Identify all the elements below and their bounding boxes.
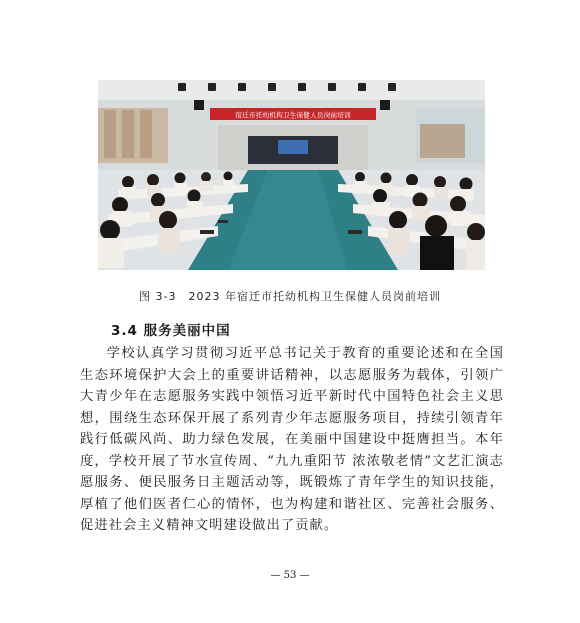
figure-caption: 图 3-3 2023 年宿迁市托幼机构卫生保健人员岗前培训 [139, 290, 441, 303]
section-heading: 3.4 服务美丽中国 [111, 323, 231, 339]
training-photo-illustration [98, 80, 485, 270]
banner-text: 宿迁市托幼机构卫生保健人员岗前培训 [235, 111, 351, 120]
page-number: — 53 — [270, 570, 310, 581]
section-paragraph: 学校认真学习贯彻习近平总书记关于教育的重要论述和在全国生态环境保护大会上的重要讲话精神，以志愿服务为载体，引领广大青少年在志愿服务实践中领悟习近平新时代中国特色社会主义思想，围绕生态环保开展了系列青少年志愿服务项目，持续引领青年践行低碳风尚、助力绿色发展，在美丽中国建设中挺膺担当。本年度，学校开展了节水宣传周、“九九重阳节 浓浓敬老情”文艺汇演志愿服务、便民服务日主题活动等，既锻炼了青年学生的知识技能，厚植了他们医者仁心的情怀，也为构建和谐社区、完善社会服务、促进社会主义精神文明建设做出了贡献。 [80, 346, 504, 533]
training-photo [98, 80, 485, 270]
